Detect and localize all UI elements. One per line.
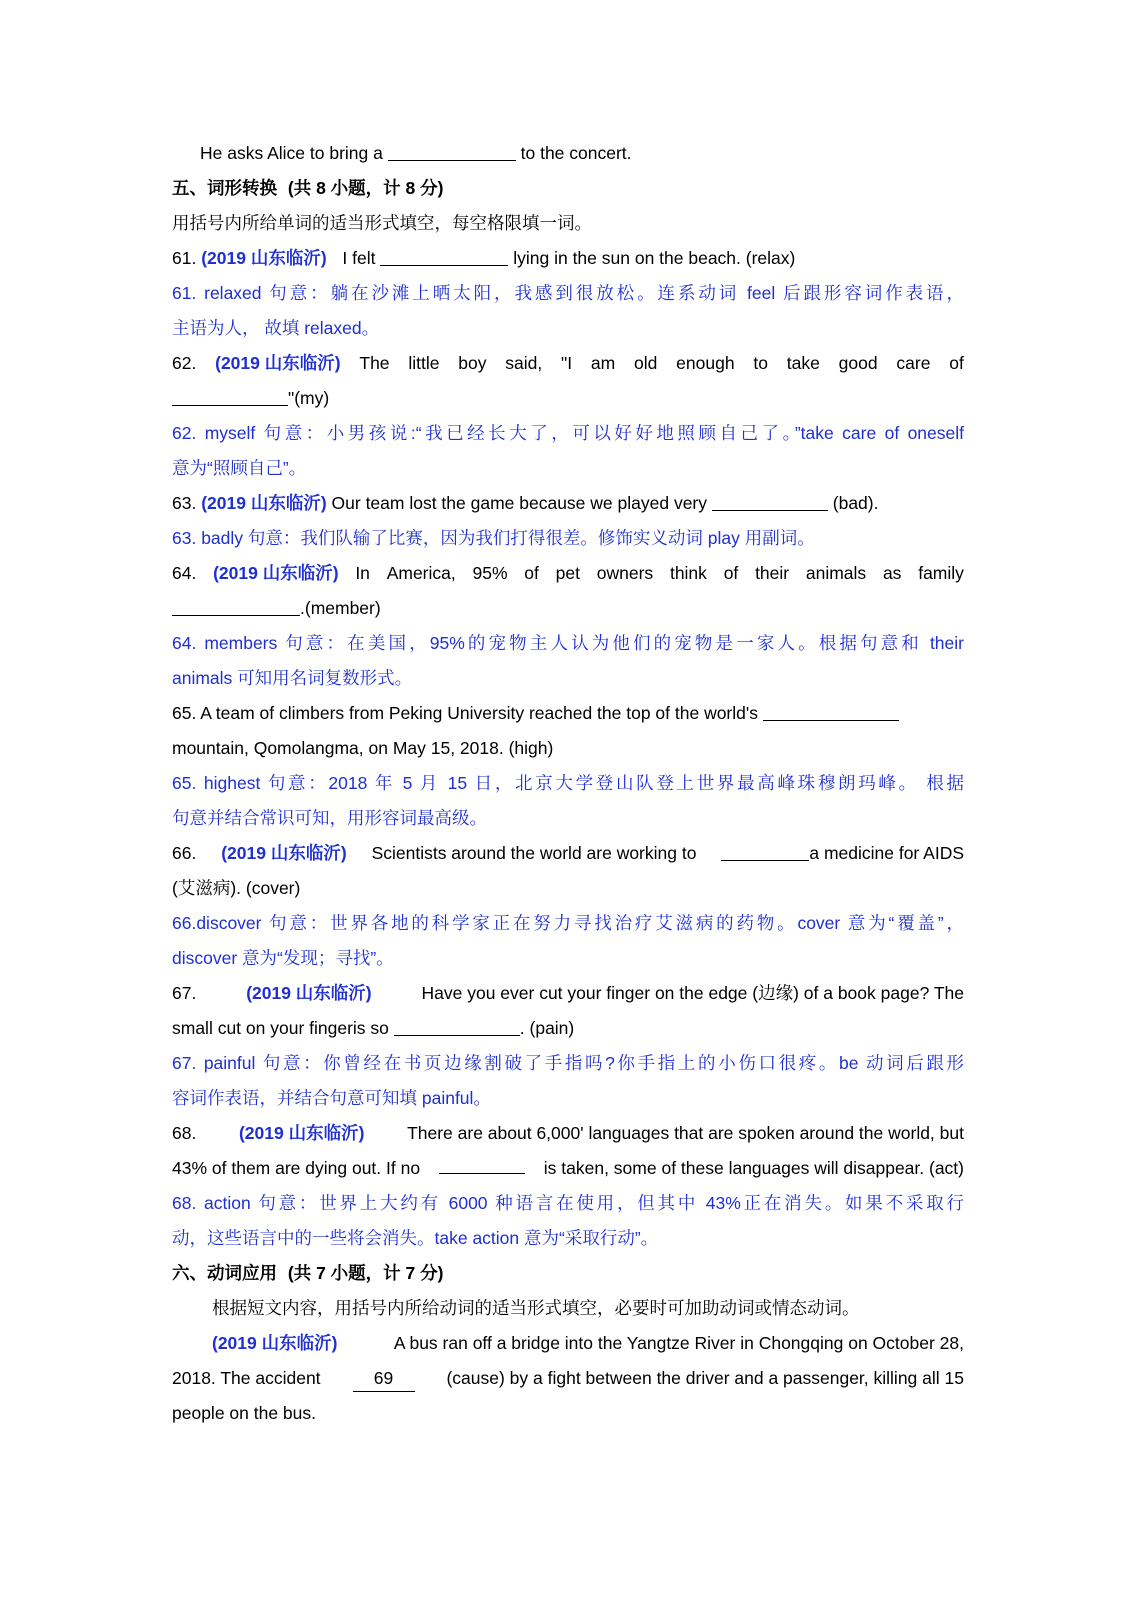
section5-score: (共 8 小题，计 8 分) bbox=[287, 178, 444, 198]
answer-66-line2: discover 意为“发现；寻找”。 bbox=[172, 948, 394, 968]
question-word: care bbox=[896, 353, 931, 373]
question-text: (bad). bbox=[832, 493, 879, 513]
answer-65-line1: 65. highest 句意：2018 年 5 月 15 日，北京大学登山队登上世界最高峰珠穆朗玛峰。 根据 bbox=[172, 773, 964, 793]
section5-heading bbox=[172, 175, 964, 201]
question-text: There are about 6,000' languages that are spoken around the world, but bbox=[407, 1123, 964, 1143]
answer-blank[interactable] bbox=[172, 389, 288, 406]
question-64-line2 bbox=[172, 595, 964, 621]
answer-blank[interactable] bbox=[394, 1019, 520, 1036]
question-text: "(my) bbox=[288, 388, 330, 408]
answer-blank[interactable] bbox=[712, 494, 828, 511]
answer-65-line2: 句意并结合常识可知，用形容词最高级。 bbox=[172, 808, 487, 828]
answer-blank[interactable] bbox=[763, 704, 899, 721]
question-word: 95% bbox=[472, 563, 508, 583]
question-source: (2019 山东临沂) bbox=[238, 1123, 365, 1143]
question-word: take bbox=[786, 353, 820, 373]
passage-text: (cause) by a fight between the driver and a passenger, killing all 15 bbox=[446, 1368, 964, 1388]
question-number: 64. bbox=[172, 563, 197, 583]
question-text: Scientists around the world are working to bbox=[371, 843, 697, 863]
passage-source: (2019 山东临沂) bbox=[212, 1333, 338, 1353]
answer-blank[interactable] bbox=[388, 144, 516, 161]
answer-blank[interactable] bbox=[172, 599, 300, 616]
question-68-line2 bbox=[172, 1155, 964, 1181]
question-68-line1 bbox=[172, 1120, 964, 1146]
question-word: The bbox=[359, 353, 390, 373]
question-number: 63. bbox=[172, 493, 197, 513]
section6-instruction: 根据短文内容，用括号内所给动词的适当形式填空，必要时可加助动词或情态动词。 bbox=[212, 1298, 860, 1318]
answer-66-line1: 66.discover 句意：世界各地的科学家正在努力寻找治疗艾滋病的药物。cover 意为“覆盖”， bbox=[172, 913, 964, 933]
question-text: Our team lost the game because we played very bbox=[331, 493, 708, 513]
question-word: of bbox=[723, 563, 739, 583]
question-text: 65. A team of climbers from Peking University reached the top of the world's bbox=[172, 703, 758, 723]
passage-line1 bbox=[212, 1330, 964, 1356]
section6-title: 六、动词应用 bbox=[172, 1263, 277, 1283]
question-text: I felt bbox=[342, 248, 376, 268]
question-65-line1 bbox=[172, 700, 964, 726]
passage-line2 bbox=[172, 1365, 964, 1392]
question-source: (2019 山东临沂) bbox=[213, 563, 339, 583]
answer-blank[interactable] bbox=[380, 249, 508, 266]
question-number: 68. bbox=[172, 1123, 197, 1143]
question-67-line2 bbox=[172, 1015, 964, 1041]
answer-68-line2: 动，这些语言中的一些将会消失。take action 意为“采取行动”。 bbox=[172, 1228, 659, 1248]
question-66-line1 bbox=[172, 840, 964, 866]
question-number: 67. bbox=[172, 983, 197, 1003]
question-word: "I bbox=[561, 353, 573, 373]
question-word: am bbox=[590, 353, 616, 373]
question-62-line2 bbox=[172, 385, 964, 411]
question-number: 62. bbox=[172, 353, 197, 373]
question-word: enough bbox=[676, 353, 735, 373]
question-word: pet bbox=[555, 563, 580, 583]
question-text: is taken, some of these languages will disappear. (act) bbox=[543, 1158, 964, 1178]
question-word: good bbox=[838, 353, 878, 373]
question-number: 66. bbox=[172, 843, 197, 863]
question-text: lying in the sun on the beach. (relax) bbox=[513, 248, 796, 268]
question-word: of bbox=[524, 563, 539, 583]
question-word: their bbox=[755, 563, 790, 583]
question-word: animals bbox=[805, 563, 867, 583]
question-63 bbox=[172, 490, 964, 516]
question-word: boy bbox=[458, 353, 487, 373]
question-word: of bbox=[949, 353, 964, 373]
blank-69[interactable]: 69 bbox=[353, 1365, 415, 1392]
answer-68-line1: 68. action 句意：世界上大约有 6000 种语言在使用，但其中 43%正在消失。如果不采取行 bbox=[172, 1193, 964, 1213]
question-text: 43% of them are dying out. If no bbox=[172, 1158, 421, 1178]
question-text: . (pain) bbox=[519, 1018, 575, 1038]
question-text: .(member) bbox=[300, 598, 381, 618]
answer-62-line1: 62. myself 句意：小男孩说:“我已经长大了，可以好好地照顾自己了。”take care of oneself bbox=[172, 423, 964, 443]
question-source: (2019 山东临沂) bbox=[201, 248, 327, 268]
question-word: America, bbox=[386, 563, 456, 583]
question-word: as bbox=[882, 563, 902, 583]
question-word: to bbox=[753, 353, 768, 373]
passage-text: A bus ran off a bridge into the Yangtze River in Chongqing on October 28, bbox=[393, 1333, 964, 1353]
q60-text-before: He asks Alice to bring a bbox=[200, 143, 383, 163]
question-text: small cut on your fingeris so bbox=[172, 1018, 389, 1038]
question-62-line1 bbox=[172, 350, 964, 376]
question-text: Have you ever cut your finger on the edge (边缘) of a book page? The bbox=[421, 983, 964, 1003]
question-67-line1 bbox=[172, 980, 964, 1006]
question-number: 61. bbox=[172, 248, 197, 268]
question-61 bbox=[172, 245, 964, 271]
answer-61-line2: 主语为人， 故填 relaxed。 bbox=[172, 318, 380, 338]
passage-line3: people on the bus. bbox=[172, 1403, 317, 1423]
question-word: said, bbox=[505, 353, 543, 373]
answer-62-line2: 意为“照顾自己”。 bbox=[172, 458, 307, 478]
answer-67-line2: 容词作表语，并结合句意可知填 painful。 bbox=[172, 1088, 491, 1108]
question-word: family bbox=[918, 563, 964, 583]
section6-score: (共 7 小题，计 7 分) bbox=[287, 1263, 444, 1283]
question-source: (2019 山东临沂) bbox=[246, 983, 372, 1003]
question-word: In bbox=[355, 563, 370, 583]
answer-blank[interactable] bbox=[721, 844, 809, 861]
question-source: (2019 山东临沂) bbox=[201, 493, 327, 513]
question-text: a medicine for AIDS bbox=[809, 843, 964, 863]
question-word: little bbox=[408, 353, 440, 373]
question-66-line2: (艾滋病). (cover) bbox=[172, 878, 301, 898]
question-65-line2: mountain, Qomolangma, on May 15, 2018. (high) bbox=[172, 738, 554, 758]
section5-title: 五、词形转换 bbox=[172, 178, 277, 198]
question-source: (2019 山东临沂) bbox=[215, 353, 341, 373]
question-word: owners bbox=[596, 563, 654, 583]
answer-63-line1: 63. badly 句意：我们队输了比赛，因为我们打得很差。修饰实义动词 play 用副词。 bbox=[172, 528, 815, 548]
answer-61-line1: 61. relaxed 句意：躺在沙滩上晒太阳，我感到很放松。连系动词 feel 后跟形容词作表语， bbox=[172, 283, 964, 303]
q60-text-after: to the concert. bbox=[520, 143, 632, 163]
passage-text: 2018. The accident bbox=[172, 1368, 321, 1388]
question-64-line1 bbox=[172, 560, 964, 586]
answer-blank[interactable] bbox=[439, 1157, 525, 1174]
answer-64-line2: animals 可知用名词复数形式。 bbox=[172, 668, 413, 688]
answer-67-line1: 67. painful 句意：你曾经在书页边缘割破了手指吗?你手指上的小伤口很疼。be 动词后跟形 bbox=[172, 1053, 964, 1073]
q60-tail-line bbox=[200, 140, 992, 166]
answer-64-line1: 64. members 句意：在美国，95%的宠物主人认为他们的宠物是一家人。根据句意和 their bbox=[172, 633, 964, 653]
question-word: think bbox=[669, 563, 707, 583]
section5-instruction: 用括号内所给单词的适当形式填空，每空格限填一词。 bbox=[172, 213, 592, 233]
question-source: (2019 山东临沂) bbox=[221, 843, 347, 863]
section6-heading bbox=[172, 1260, 964, 1286]
question-word: old bbox=[634, 353, 658, 373]
